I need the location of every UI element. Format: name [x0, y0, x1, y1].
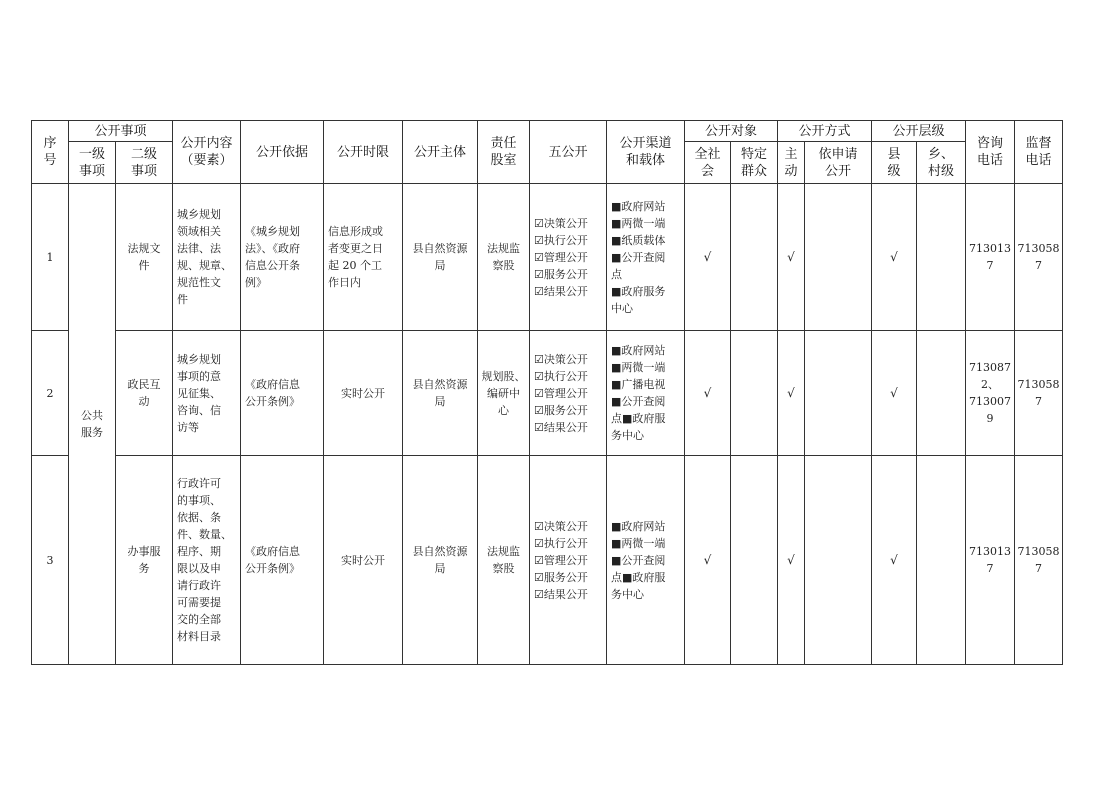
text-line: 察股 [492, 259, 515, 272]
header-basis: 公开依据 [241, 121, 324, 184]
text-line: 713058 [1017, 378, 1060, 391]
text-line: 县 [887, 146, 901, 162]
text-line: 713058 [1017, 242, 1060, 255]
row-supervise [1015, 456, 1063, 665]
row-five-checklist [534, 518, 602, 603]
row-dept [478, 456, 530, 665]
text-line: ■两微一端 [611, 361, 666, 374]
text-line: 县自然资源 [412, 378, 468, 391]
text-line: ■两微一端 [611, 216, 666, 230]
row-seq: 2 [32, 331, 69, 456]
row-five [530, 456, 607, 665]
text-line: 村级 [927, 163, 954, 179]
text-line: 级 [887, 163, 901, 179]
text-line: 办事服 [127, 545, 161, 558]
text-line: 信息公开条 [245, 259, 300, 272]
text-line: 法》、《政府 [245, 242, 300, 255]
text-line: 主 [784, 146, 798, 162]
text-line: 依申请 [818, 146, 858, 162]
text-line: ☑结果公开 [534, 587, 588, 601]
text-line: 咨询、信 [177, 403, 221, 417]
row-dept [478, 331, 530, 456]
row-consult-text [966, 240, 1014, 274]
header-town [917, 142, 966, 184]
row-county-check: √ [872, 331, 917, 456]
row-level2-text [116, 376, 172, 410]
row-content [173, 184, 241, 331]
header-matters: 公开事项 [69, 121, 173, 142]
text-line: 公开 [824, 163, 851, 179]
text-line: ☑管理公开 [534, 386, 588, 400]
row-specific [731, 331, 778, 456]
row-consult [966, 184, 1015, 331]
row-town [917, 331, 966, 456]
text-line: 和载体 [625, 153, 665, 168]
header-subject: 公开主体 [403, 121, 478, 184]
text-line: 法律、法 [177, 242, 221, 255]
text-line: 实时公开 [341, 553, 385, 567]
table-row [32, 456, 1063, 665]
table-row [32, 331, 1063, 456]
row-content-text [177, 475, 236, 645]
text-line: 见征集、 [177, 386, 221, 400]
text-line: 规划股、 [481, 369, 526, 383]
row-basis-text [245, 543, 319, 577]
text-line: 事项的意 [177, 369, 221, 383]
disclosure-table [31, 120, 1063, 665]
text-line: 点■政府服 [611, 570, 666, 584]
text-line: 城乡规划 [177, 208, 221, 221]
text-line: 领域相关 [177, 225, 221, 238]
text-line: 依据、条 [177, 511, 221, 524]
row-active-check: √ [778, 331, 805, 456]
header-content [173, 121, 241, 184]
row-dept-text [478, 368, 529, 419]
row-seq: 3 [32, 456, 69, 665]
row-all-society-check: √ [685, 331, 731, 456]
text-line: 件 [177, 293, 188, 306]
text-line: 事项 [130, 163, 157, 179]
text-line: 公开条例》 [245, 395, 300, 408]
row-content [173, 456, 241, 665]
text-line: 动 [784, 163, 798, 179]
text-line: 乡、 [927, 146, 954, 162]
header-timelimit: 公开时限 [324, 121, 403, 184]
header-level: 公开层级 [872, 121, 966, 142]
text-line: 713087 [969, 361, 1011, 374]
text-line: 作日内 [328, 276, 361, 289]
row-consult-text [966, 359, 1014, 427]
header-county-text [872, 146, 916, 180]
header-supervise [1015, 121, 1063, 184]
header-dept [478, 121, 530, 184]
row-specific [731, 456, 778, 665]
row-subject-text [403, 240, 477, 274]
text-line: 责任 [490, 136, 517, 151]
text-line: ☑决策公开 [534, 519, 588, 533]
text-line: 编研中 [487, 386, 520, 400]
text-line: ☑服务公开 [534, 267, 588, 281]
text-line: 7 [986, 562, 994, 575]
text-line: 中心 [611, 301, 633, 315]
text-line: ☑执行公开 [534, 233, 588, 247]
row-active-check: √ [778, 184, 805, 331]
row-content-text [177, 351, 236, 436]
level1-text [69, 407, 115, 441]
text-line: 例》 [245, 276, 267, 289]
text-line: 713007 [969, 395, 1011, 408]
row-timelimit [324, 456, 403, 665]
row-county-check: √ [872, 184, 917, 331]
row-town [917, 184, 966, 331]
header-dept-text [478, 135, 529, 169]
row-timelimit-text [324, 385, 402, 402]
text-line: ☑结果公开 [534, 284, 588, 298]
text-line: 件、数量、 [177, 528, 232, 541]
header-channel-text [607, 135, 684, 169]
text-line: 7 [986, 259, 994, 272]
text-line: 会 [700, 163, 714, 179]
row-basis [241, 331, 324, 456]
row-town [917, 456, 966, 665]
text-line: 公开内容 [180, 136, 233, 151]
row-seq: 1 [32, 184, 69, 331]
row-consult [966, 331, 1015, 456]
text-line: 《政府信息 [245, 378, 300, 391]
text-line: ☑执行公开 [534, 369, 588, 383]
text-line: 县自然资源 [412, 242, 468, 255]
text-line: 2、 [981, 378, 999, 391]
text-line: 规范性文 [177, 276, 221, 289]
text-line: ■公开查阅 [611, 250, 666, 264]
text-line: 公共 [81, 409, 103, 422]
text-line: ☑结果公开 [534, 420, 588, 434]
text-line: 材料目录 [177, 630, 221, 643]
header-consult [966, 121, 1015, 184]
text-line: 程序、期 [177, 545, 221, 558]
row-all-society-check: √ [685, 184, 731, 331]
row-consult-text [966, 543, 1014, 577]
text-line: 特定 [740, 146, 767, 162]
text-line: ■政府网站 [611, 199, 666, 213]
header-apply-text [805, 146, 871, 180]
row-level2 [116, 331, 173, 456]
text-line: 电话 [976, 153, 1003, 168]
text-line: 局 [434, 259, 446, 272]
row-five-checklist [534, 215, 602, 300]
text-line: ■政府网站 [611, 344, 666, 357]
text-line: ☑管理公开 [534, 250, 588, 264]
text-line: 行政许可 [177, 477, 221, 490]
row-supervise-text [1015, 543, 1062, 577]
row-apply [805, 331, 872, 456]
text-line: 县自然资源 [412, 545, 468, 558]
header-active [778, 142, 805, 184]
row-subject [403, 331, 478, 456]
text-line: 点 [611, 267, 622, 281]
header-level1-text [69, 146, 115, 180]
row-level2-text [116, 543, 172, 577]
text-line: 咨询 [976, 136, 1003, 151]
text-line: 可需要提 [177, 596, 221, 609]
row-timelimit [324, 184, 403, 331]
header-supervise-text [1015, 135, 1062, 169]
row-channel [607, 184, 685, 331]
text-line: 件 [138, 259, 150, 272]
text-line: 713013 [969, 242, 1011, 255]
row-timelimit [324, 331, 403, 456]
row-apply [805, 184, 872, 331]
row-five-checklist [534, 351, 602, 436]
header-town-text [917, 146, 965, 180]
row-basis-text [245, 376, 319, 410]
header-level2-text [116, 146, 172, 180]
text-line: ☑决策公开 [534, 216, 588, 230]
text-line: 事项 [78, 163, 105, 179]
header-level2 [116, 142, 173, 184]
text-line: 电话 [1025, 153, 1052, 168]
text-line: 《政府信息 [245, 545, 300, 558]
text-line: 规、规章、 [177, 259, 232, 272]
text-line: 序 [43, 136, 57, 151]
text-line: ☑服务公开 [534, 570, 588, 584]
text-line: 起 20 个工 [328, 259, 382, 272]
row-channel-list [611, 198, 680, 317]
row-basis [241, 456, 324, 665]
header-county [872, 142, 917, 184]
text-line: 群众 [740, 163, 767, 179]
header-seq [32, 121, 69, 184]
row-supervise [1015, 331, 1063, 456]
table-row [32, 184, 1063, 331]
text-line: 的事项、 [177, 494, 221, 507]
row-supervise-text [1015, 240, 1062, 274]
text-line: 股室 [490, 153, 517, 168]
text-line: 监督 [1025, 136, 1052, 151]
row-supervise-text [1015, 376, 1062, 410]
row-five [530, 331, 607, 456]
row-basis-text [245, 223, 319, 291]
header-method: 公开方式 [778, 121, 872, 142]
text-line: ■广播电视 [611, 378, 666, 391]
text-line: 法规监 [487, 242, 520, 255]
header-all-society [685, 142, 731, 184]
text-line: 察股 [492, 562, 515, 575]
header-apply [805, 142, 872, 184]
row-dept [478, 184, 530, 331]
row-level2 [116, 456, 173, 665]
header-five: 五公开 [530, 121, 607, 184]
row-consult [966, 456, 1015, 665]
text-line: ☑管理公开 [534, 553, 588, 567]
text-line: ■纸质载体 [611, 233, 666, 247]
header-row-1 [32, 121, 1063, 142]
header-active-text [778, 146, 804, 180]
header-content-text [173, 135, 240, 169]
row-county-check: √ [872, 456, 917, 665]
text-line: 城乡规划 [177, 352, 221, 366]
row-channel-list [611, 342, 680, 444]
row-dept-text [478, 543, 529, 577]
row-channel [607, 331, 685, 456]
text-line: 公开渠道 [619, 136, 672, 151]
text-line: ☑决策公开 [534, 352, 588, 366]
text-line: 公开条例》 [245, 562, 300, 575]
text-line: 实时公开 [341, 386, 385, 400]
text-line: 一级 [78, 146, 105, 162]
text-line: 局 [434, 562, 446, 575]
text-line: 访等 [177, 420, 199, 434]
text-line: 号 [43, 153, 57, 168]
row-basis [241, 184, 324, 331]
text-line: 9 [986, 412, 994, 425]
header-specific [731, 142, 778, 184]
row-channel-list [611, 518, 680, 603]
row-active-check: √ [778, 456, 805, 665]
text-line: 局 [434, 395, 446, 408]
row-subject [403, 456, 478, 665]
row-level2 [116, 184, 173, 331]
row-content [173, 331, 241, 456]
row-subject-text [403, 543, 477, 577]
text-line: 服务 [81, 426, 103, 439]
row-dept-text [478, 240, 529, 274]
row-level2-text [116, 240, 172, 274]
text-line: 713058 [1017, 545, 1060, 558]
text-line: ■政府网站 [611, 519, 666, 533]
text-line: 法规监 [487, 545, 520, 558]
row-content-text [177, 206, 236, 308]
text-line: 《城乡规划 [245, 225, 300, 238]
text-line: 点■政府服 [611, 412, 666, 425]
text-line: ☑执行公开 [534, 536, 588, 550]
text-line: ■政府服务 [611, 284, 666, 298]
text-line: 713013 [969, 545, 1011, 558]
header-specific-text [731, 146, 777, 180]
row-channel [607, 456, 685, 665]
text-line: 7 [1035, 395, 1042, 408]
row-timelimit-text [324, 552, 402, 569]
header-seq-text [32, 135, 68, 169]
text-line: 交的全部 [177, 613, 221, 626]
level1-cell [69, 184, 116, 665]
text-line: ■两微一端 [611, 536, 666, 550]
text-line: 务中心 [611, 429, 644, 442]
text-line: 信息形成或 [328, 225, 383, 238]
header-all-society-text [685, 146, 730, 180]
row-all-society-check: √ [685, 456, 731, 665]
text-line: （要素） [180, 153, 233, 168]
text-line: 法规文 [127, 242, 161, 255]
text-line: 请行政许 [177, 579, 221, 592]
text-line: ■公开查阅 [611, 395, 666, 408]
text-line: 政民互 [127, 378, 161, 391]
text-line: 全社 [694, 146, 721, 162]
header-consult-text [966, 135, 1014, 169]
header-target: 公开对象 [685, 121, 778, 142]
text-line: 动 [138, 395, 150, 408]
text-line: 二级 [130, 146, 157, 162]
row-apply [805, 456, 872, 665]
text-line: 限以及申 [177, 562, 221, 575]
text-line: 心 [498, 403, 509, 417]
header-channel [607, 121, 685, 184]
text-line: 7 [1035, 562, 1042, 575]
row-timelimit-text [328, 223, 398, 291]
row-five [530, 184, 607, 331]
row-subject-text [403, 376, 477, 410]
row-specific [731, 184, 778, 331]
text-line: 者变更之日 [328, 242, 383, 255]
row-subject [403, 184, 478, 331]
text-line: 务 [138, 562, 150, 575]
text-line: ■公开查阅 [611, 553, 666, 567]
header-level1 [69, 142, 116, 184]
text-line: 务中心 [611, 587, 644, 601]
text-line: 7 [1035, 259, 1042, 272]
text-line: ☑服务公开 [534, 403, 588, 417]
row-supervise [1015, 184, 1063, 331]
